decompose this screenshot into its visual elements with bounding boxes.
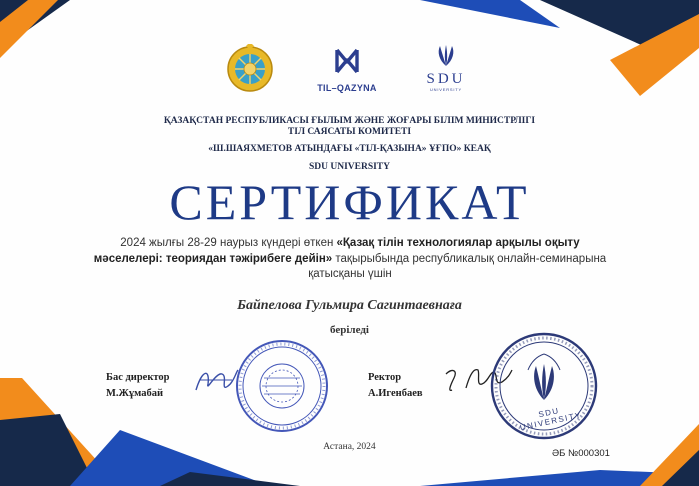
left-signatory <box>106 370 170 402</box>
bottom-left-blue-shape <box>70 430 270 486</box>
right-signatory-role: Ректор <box>368 372 402 383</box>
certificate-title: СЕРТИФИКАТ <box>169 174 530 230</box>
seminar-topic: «Қазақ тілін технологиялар арқылы оқыту мәселелері: теориядан тәжірибеге дейін» <box>93 237 580 265</box>
left-signatory-name: М.Жұмабай <box>106 388 164 399</box>
right-signatory <box>368 370 423 402</box>
logo-row <box>0 40 699 110</box>
kazakhstan-emblem-icon <box>226 44 274 94</box>
description-prefix: 2024 жылғы 28-29 наурыз күндері өткен <box>120 237 337 249</box>
sdu-stamp-text: SDU UNIVERSITY <box>519 405 583 433</box>
recipient-name: Байпелова Гульмира Сагинтаевнаға <box>237 298 462 313</box>
organization-line: «Ш.ШАЯХМЕТОВ АТЫНДАҒЫ «ТІЛ-ҚАЗЫНА» ҰҒПО» КЕАҚ <box>208 144 491 154</box>
top-right-blue-shape <box>420 0 560 28</box>
sdu-logo-text: SDU <box>426 71 466 87</box>
certificate-number: ӘБ №000301 <box>552 448 610 459</box>
committee-line: ТІЛ САЯСАТЫ КОМИТЕТІ <box>287 127 412 137</box>
right-signatory-name: А.Игенбаев <box>368 388 423 399</box>
description-suffix: тақырыбында республикалық онлайн-семинарына қатысқаны үшін <box>308 252 607 280</box>
left-stamp-icon <box>234 338 330 434</box>
city-year: Астана, 2024 <box>323 442 376 452</box>
university-line: SDU UNIVERSITY <box>308 162 391 172</box>
sdu-logo-subtext: UNIVERSITY <box>429 87 462 92</box>
sdu-logo <box>418 44 474 100</box>
left-signatory-role: Бас директор <box>106 372 170 383</box>
til-qazyna-mark-icon <box>330 46 364 76</box>
description-text <box>90 236 610 283</box>
til-qazyna-logo <box>306 46 388 102</box>
ministry-line: ҚАЗАҚСТАН РЕСПУБЛИКАСЫ ҒЫЛЫМ ЖӘНЕ ЖОҒАРЫ БІЛІМ МИНИСТРЛІГІ <box>163 116 536 126</box>
sdu-leaf-icon <box>429 44 463 68</box>
til-qazyna-logo-text: TIL–QAZYNA <box>317 83 377 93</box>
given-text: беріледі <box>330 324 369 336</box>
